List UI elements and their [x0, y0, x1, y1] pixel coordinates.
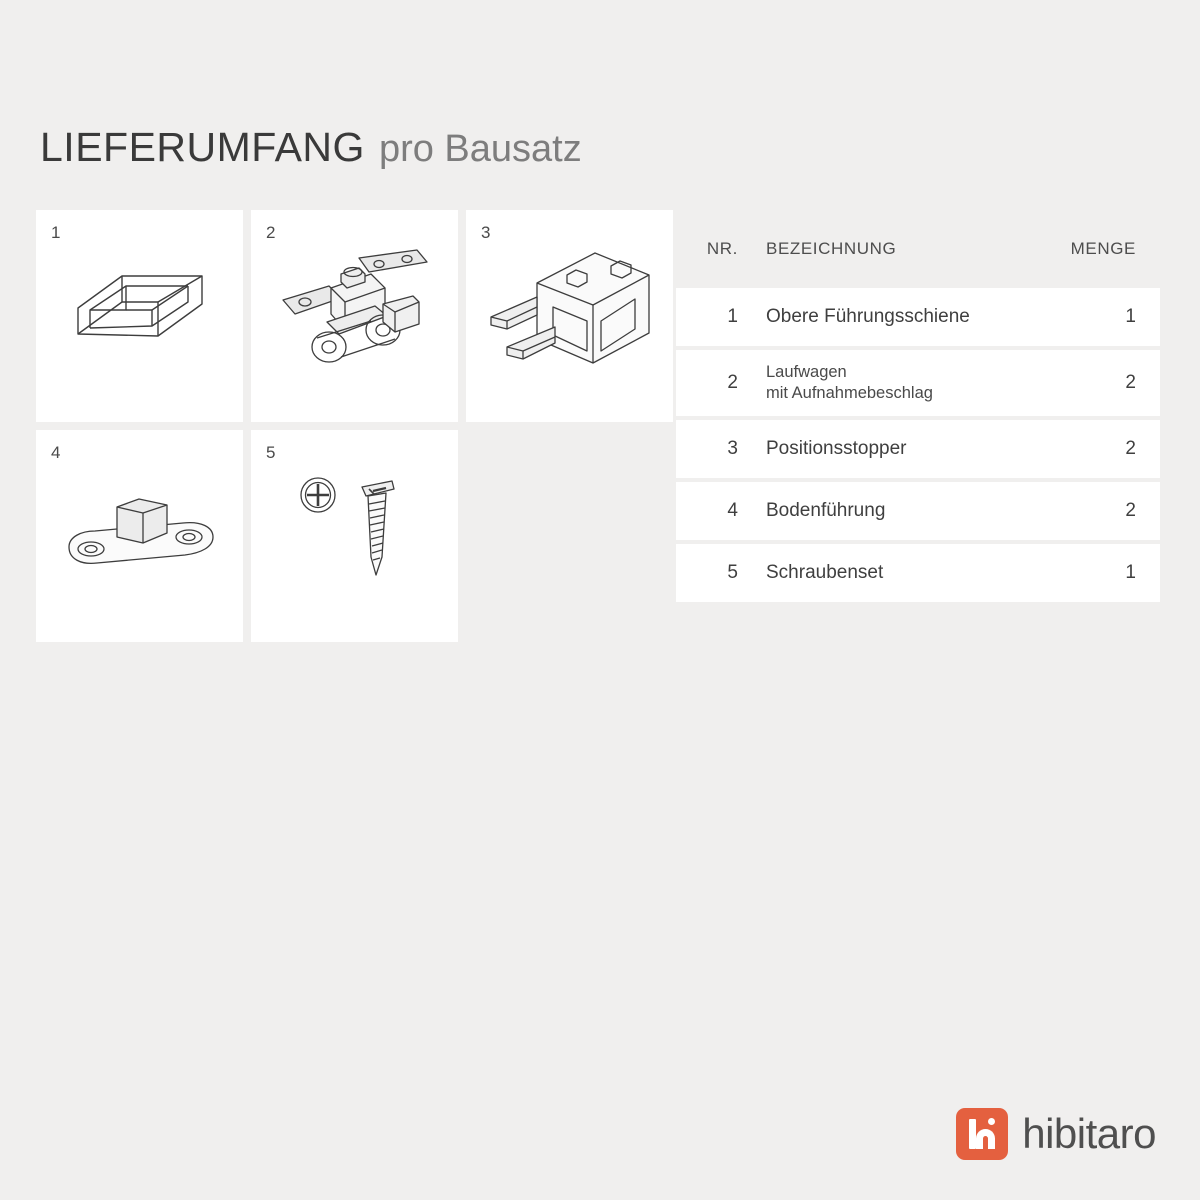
row-nr: 5	[727, 562, 738, 583]
brand-logo	[956, 1108, 1156, 1160]
row-nr: 3	[727, 438, 738, 459]
part-card-1	[36, 210, 243, 422]
page-title-sub: pro Bausatz	[378, 128, 582, 170]
parts-table	[676, 210, 1160, 606]
row-name	[748, 360, 1050, 405]
part-card-3	[466, 210, 673, 422]
logo-h-arch	[976, 1129, 995, 1149]
part-card-5	[251, 430, 458, 642]
part-card-1-number: 1	[51, 223, 61, 242]
row-qty: 1	[1125, 306, 1136, 327]
row-qty: 1	[1125, 562, 1136, 583]
row-qty: 2	[1125, 372, 1136, 393]
column-header-qty: MENGE	[1070, 239, 1136, 258]
part-card-3-number: 3	[481, 223, 491, 242]
logo-h-dot	[988, 1118, 995, 1125]
table-row	[676, 482, 1160, 540]
table-row	[676, 544, 1160, 602]
row-nr: 2	[727, 372, 738, 393]
parts-grid-spacer	[466, 430, 673, 642]
brand-name: hibitaro	[1022, 1110, 1156, 1157]
column-header-name: BEZEICHNUNG	[766, 239, 897, 258]
page-title	[40, 124, 582, 171]
row-name: Bodenführung	[766, 500, 886, 522]
floor-guide-icon	[36, 430, 243, 642]
part-card-2	[251, 210, 458, 422]
row-name: Obere Führungsschiene	[766, 306, 970, 328]
row-qty: 2	[1125, 500, 1136, 521]
rail-profile-icon	[36, 210, 243, 422]
table-row	[676, 350, 1160, 416]
row-name-line2: mit Aufnahmebeschlag	[766, 384, 933, 402]
row-qty: 2	[1125, 438, 1136, 459]
parts-table-header	[676, 210, 1160, 288]
row-name: Schraubenset	[766, 562, 884, 584]
parts-card-row-top	[36, 210, 676, 422]
row-nr: 4	[727, 500, 738, 521]
row-name: Positionsstopper	[766, 438, 907, 460]
part-card-5-number: 5	[266, 443, 276, 462]
parts-card-row-bottom	[36, 430, 676, 642]
roller-carriage-icon	[251, 210, 458, 422]
part-card-2-number: 2	[266, 223, 276, 242]
screw-set-icon	[251, 430, 458, 642]
row-name-line1: Laufwagen	[766, 363, 847, 382]
position-stopper-icon	[466, 210, 673, 422]
part-card-4-number: 4	[51, 443, 61, 462]
page-title-main: LIEFERUMFANG	[40, 124, 365, 170]
logo-h-stem	[969, 1119, 976, 1149]
parts-card-grid	[36, 210, 676, 650]
table-row	[676, 420, 1160, 478]
column-header-nr: NR.	[706, 239, 738, 258]
part-card-4	[36, 430, 243, 642]
row-nr: 1	[727, 306, 738, 327]
table-row	[676, 288, 1160, 346]
hibitaro-mark-icon	[956, 1108, 1008, 1160]
